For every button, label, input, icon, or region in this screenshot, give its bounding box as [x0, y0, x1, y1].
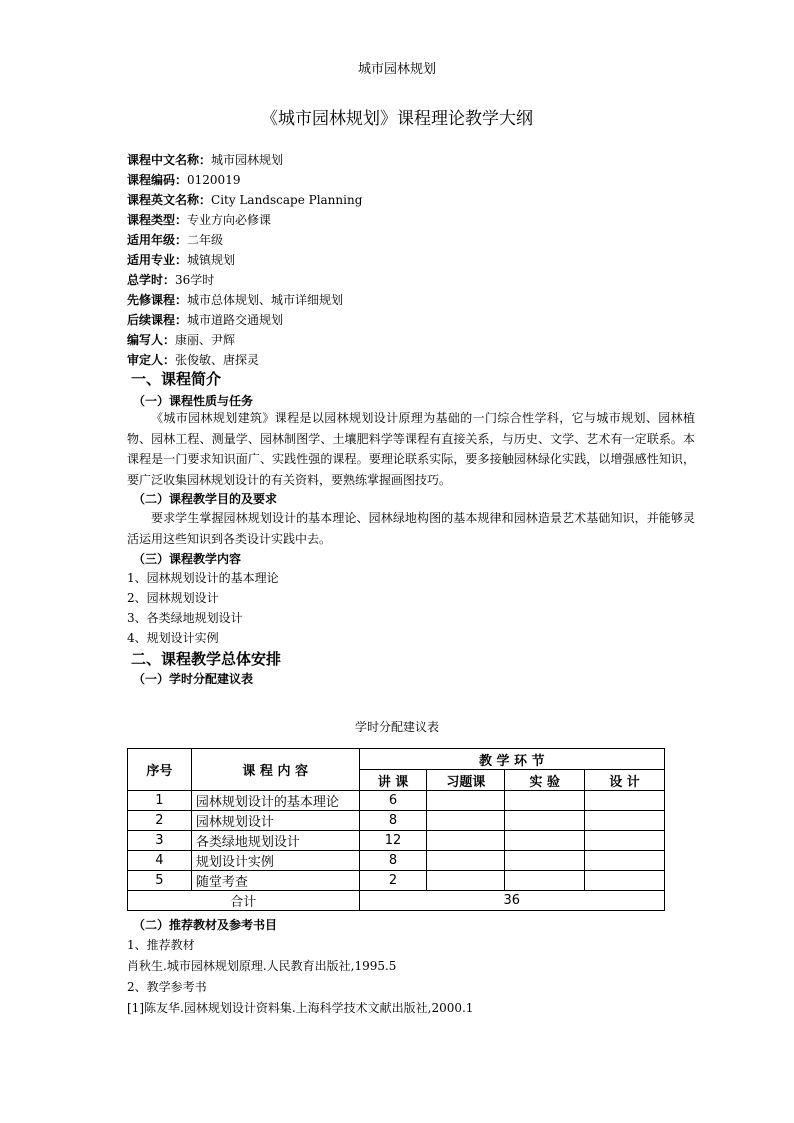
- cell-exercise: [427, 851, 505, 871]
- column-header-exercise: 习题课: [427, 770, 505, 791]
- info-key: 课程类型：: [127, 213, 188, 227]
- cell-design: [585, 811, 665, 831]
- info-key: 课程编码：: [127, 173, 188, 187]
- reference-line: 肖秋生.城市园林规划原理.人民教育出版社,1995.5: [127, 959, 397, 973]
- info-row: [127, 350, 362, 370]
- total-label: 合计: [128, 891, 360, 911]
- cell-design: [585, 831, 665, 851]
- table-row: [128, 871, 665, 891]
- cell-lecture: 2: [359, 871, 427, 891]
- info-value: 二年级: [187, 233, 224, 247]
- total-value: 36: [359, 891, 664, 911]
- info-row: [127, 210, 362, 230]
- cell-design: [585, 791, 665, 811]
- info-value: 城市总体规划、城市详细规划: [187, 293, 344, 307]
- info-row: [127, 170, 362, 190]
- list-item: 1、园林规划设计的基本理论: [127, 571, 279, 585]
- cell-exercise: [427, 791, 505, 811]
- list-item: 2、园林规划设计: [127, 591, 219, 605]
- cell-exercise: [427, 871, 505, 891]
- info-key: 课程英文名称：: [127, 193, 212, 207]
- course-info: [127, 150, 362, 370]
- cell-no: 5: [128, 871, 192, 891]
- info-value: 专业方向必修课: [187, 213, 272, 227]
- reference-line: [1]陈友华.园林规划设计资料集.上海科学技术文献出版社,2000.1: [127, 1001, 474, 1015]
- table-header-row: [128, 749, 665, 770]
- info-key: 课程中文名称：: [127, 153, 212, 167]
- info-row: [127, 190, 362, 210]
- cell-lab: [505, 851, 585, 871]
- cell-content: 园林规划设计: [191, 811, 359, 831]
- section-heading-arrangement: 二、课程教学总体安排: [131, 650, 282, 668]
- subsection-heading-goals: （二）课程教学目的及要求: [133, 492, 278, 506]
- list-item: 3、各类绿地规划设计: [127, 611, 243, 625]
- table-caption: 学时分配建议表: [354, 720, 439, 734]
- info-row: [127, 310, 362, 330]
- cell-content: 各类绿地规划设计: [191, 831, 359, 851]
- cell-content: 随堂考查: [191, 871, 359, 891]
- column-header-content: 课 程 内 容: [191, 749, 359, 791]
- info-key: 适用专业：: [127, 253, 188, 267]
- references-list: [127, 935, 473, 1019]
- column-header-group: 教 学 环 节: [359, 749, 664, 770]
- content-list: [127, 568, 279, 648]
- document-title: 《城市园林规划》课程理论教学大纲: [261, 109, 533, 129]
- cell-design: [585, 871, 665, 891]
- hours-table: [127, 748, 665, 911]
- list-item: 4、规划设计实例: [127, 631, 219, 645]
- info-row: [127, 230, 362, 250]
- info-key: 先修课程：: [127, 293, 188, 307]
- paragraph-nature: 《城市园林规划建筑》课程是以园林规划设计原理为基础的一门综合性学科，它与城市规划、园林植物、园林工程、测量学、园林制图学、土壤肥料学等课程有直接关系，与历史、文学、艺术有一定联系。本课程是一门要求知识面广、实践性强的课程。要理论联系实际，要多接触园林绿化实践，以增强感性知识，要广泛收集园林规划设计的有关资料，要熟练掌握画图技巧。: [127, 411, 695, 487]
- info-value: 城市园林规划: [211, 153, 284, 167]
- cell-lab: [505, 791, 585, 811]
- subsection-heading-content: （三）课程教学内容: [133, 552, 242, 566]
- info-value: 36学时: [175, 273, 215, 287]
- cell-no: 3: [128, 831, 192, 851]
- info-key: 审定人：: [127, 353, 176, 367]
- info-row: [127, 250, 362, 270]
- table-row: [128, 851, 665, 871]
- cell-no: 1: [128, 791, 192, 811]
- paragraph-goals: 要求学生掌握园林规划设计的基本理论、园林绿地构图的基本规律和园林造景艺术基础知识，并能够灵活运用这些知识到各类设计实践中去。: [127, 511, 695, 546]
- info-value: 张俊敏、唐探灵: [175, 353, 260, 367]
- column-header-design: 设 计: [585, 770, 665, 791]
- info-key: 总学时：: [127, 273, 176, 287]
- cell-no: 4: [128, 851, 192, 871]
- reference-line: 1、推荐教材: [127, 938, 195, 952]
- subsection-heading-hours: （一）学时分配建议表: [133, 672, 254, 686]
- cell-content: 园林规划设计的基本理论: [191, 791, 359, 811]
- info-value: 城镇规划: [187, 253, 236, 267]
- subsection-heading-references: （二）推荐教材及参考书目: [133, 918, 278, 932]
- column-header-no: 序号: [128, 749, 192, 791]
- table-row: [128, 791, 665, 811]
- info-row: [127, 150, 362, 170]
- info-row: [127, 270, 362, 290]
- cell-lecture: 8: [359, 811, 427, 831]
- info-row: [127, 290, 362, 310]
- column-header-lecture: 讲 课: [359, 770, 427, 791]
- cell-lab: [505, 871, 585, 891]
- info-value: 康丽、尹辉: [175, 333, 236, 347]
- table-total-row: [128, 891, 665, 911]
- cell-lecture: 12: [359, 831, 427, 851]
- info-row: [127, 330, 362, 350]
- reference-line: 2、教学参考书: [127, 980, 207, 994]
- cell-lecture: 6: [359, 791, 427, 811]
- column-header-lab: 实 验: [505, 770, 585, 791]
- cell-lecture: 8: [359, 851, 427, 871]
- cell-design: [585, 851, 665, 871]
- cell-lab: [505, 831, 585, 851]
- table-row: [128, 811, 665, 831]
- subsection-heading-nature: （一）课程性质与任务: [133, 394, 254, 408]
- cell-no: 2: [128, 811, 192, 831]
- cell-exercise: [427, 811, 505, 831]
- info-value: 城市道路交通规划: [187, 313, 284, 327]
- cell-exercise: [427, 831, 505, 851]
- info-value: 0120019: [187, 173, 241, 187]
- page-header: 城市园林规划: [357, 62, 436, 77]
- cell-lab: [505, 811, 585, 831]
- section-heading-intro: 一、课程简介: [131, 370, 222, 388]
- table-row: [128, 831, 665, 851]
- info-value: City Landscape Planning: [211, 193, 363, 207]
- info-key: 后续课程：: [127, 313, 188, 327]
- cell-content: 规划设计实例: [191, 851, 359, 871]
- info-key: 适用年级：: [127, 233, 188, 247]
- info-key: 编写人：: [127, 333, 176, 347]
